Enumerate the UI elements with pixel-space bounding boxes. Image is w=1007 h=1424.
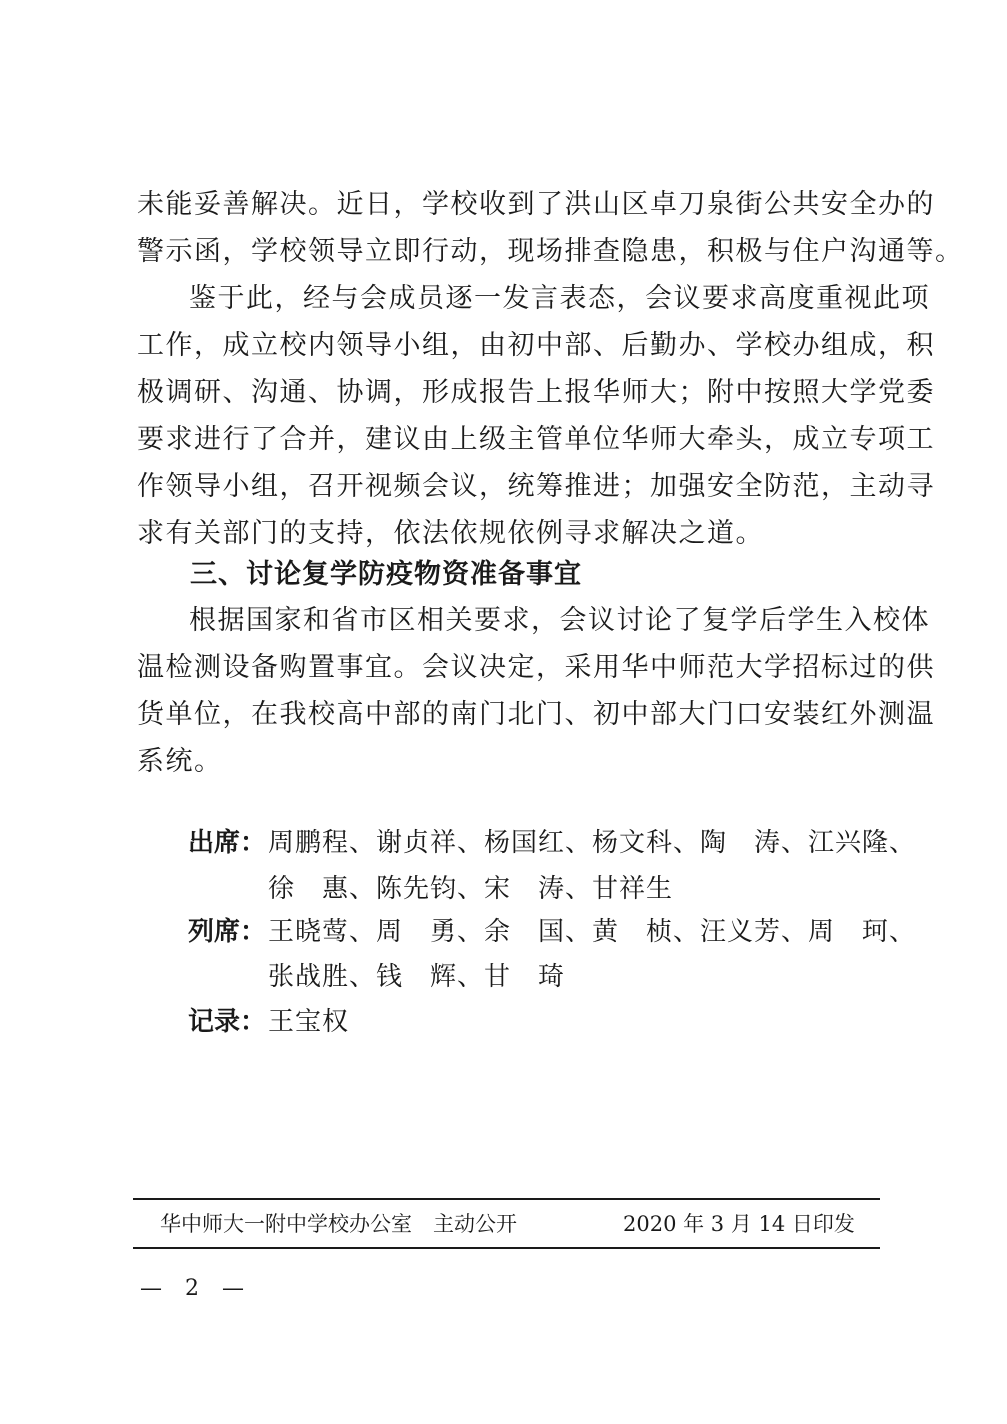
section3-line-4: 系统。	[137, 746, 223, 777]
body-line-2: 警示函，学校领导立即行动，现场排查隐患，积极与住户沟通等。	[137, 236, 964, 267]
body-line-8: 求有关部门的支持，依法依规依例寻求解决之道。	[137, 518, 764, 549]
attending-names-1: 王晓莺、周 勇、余 国、黄 桢、汪义芳、周 珂、	[268, 917, 917, 947]
body-line-1: 未能妥善解决。近日，学校收到了洪山区卓刀泉街公共安全办的	[137, 189, 935, 220]
recorder-label: 记录：	[188, 1007, 267, 1037]
present-names-2: 徐 惠、陈先钧、宋 涛、甘祥生	[268, 874, 674, 904]
footer-top-rule	[133, 1198, 880, 1200]
present-label: 出席：	[188, 828, 267, 858]
body-line-7: 作领导小组，召开视频会议，统筹推进；加强安全防范，主动寻	[137, 471, 935, 502]
body-line-5: 极调研、沟通、协调，形成报告上报华师大；附中按照大学党委	[137, 377, 935, 408]
section3-line-3: 货单位，在我校高中部的南门北门、初中部大门口安装红外测温	[137, 699, 935, 730]
body-line-6: 要求进行了合并，建议由上级主管单位华师大牵头，成立专项工	[137, 424, 935, 455]
present-names-1: 周鹏程、谢贞祥、杨国红、杨文科、陶 涛、江兴隆、	[268, 828, 917, 858]
footer-date: 2020 年 3 月 14 日印发	[623, 1212, 855, 1236]
section3-line-1: 根据国家和省市区相关要求，会议讨论了复学后学生入校体	[189, 605, 930, 636]
page-number: — 2 —	[140, 1276, 252, 1301]
footer-bottom-rule	[133, 1247, 880, 1249]
section3-line-2: 温检测设备购置事宜。会议决定，采用华中师范大学招标过的供	[137, 652, 935, 683]
body-line-4: 工作，成立校内领导小组，由初中部、后勤办、学校办组成，积	[137, 330, 935, 361]
attending-label: 列席：	[188, 917, 267, 947]
footer-issuer: 华中师大一附中学校办公室 主动公开	[160, 1212, 517, 1236]
attending-names-2: 张战胜、钱 辉、甘 琦	[268, 962, 566, 992]
body-line-3: 鉴于此，经与会成员逐一发言表态，会议要求高度重视此项	[189, 283, 930, 314]
recorder-name: 王宝权	[268, 1007, 350, 1037]
section-heading: 三、讨论复学防疫物资准备事宜	[190, 559, 582, 590]
